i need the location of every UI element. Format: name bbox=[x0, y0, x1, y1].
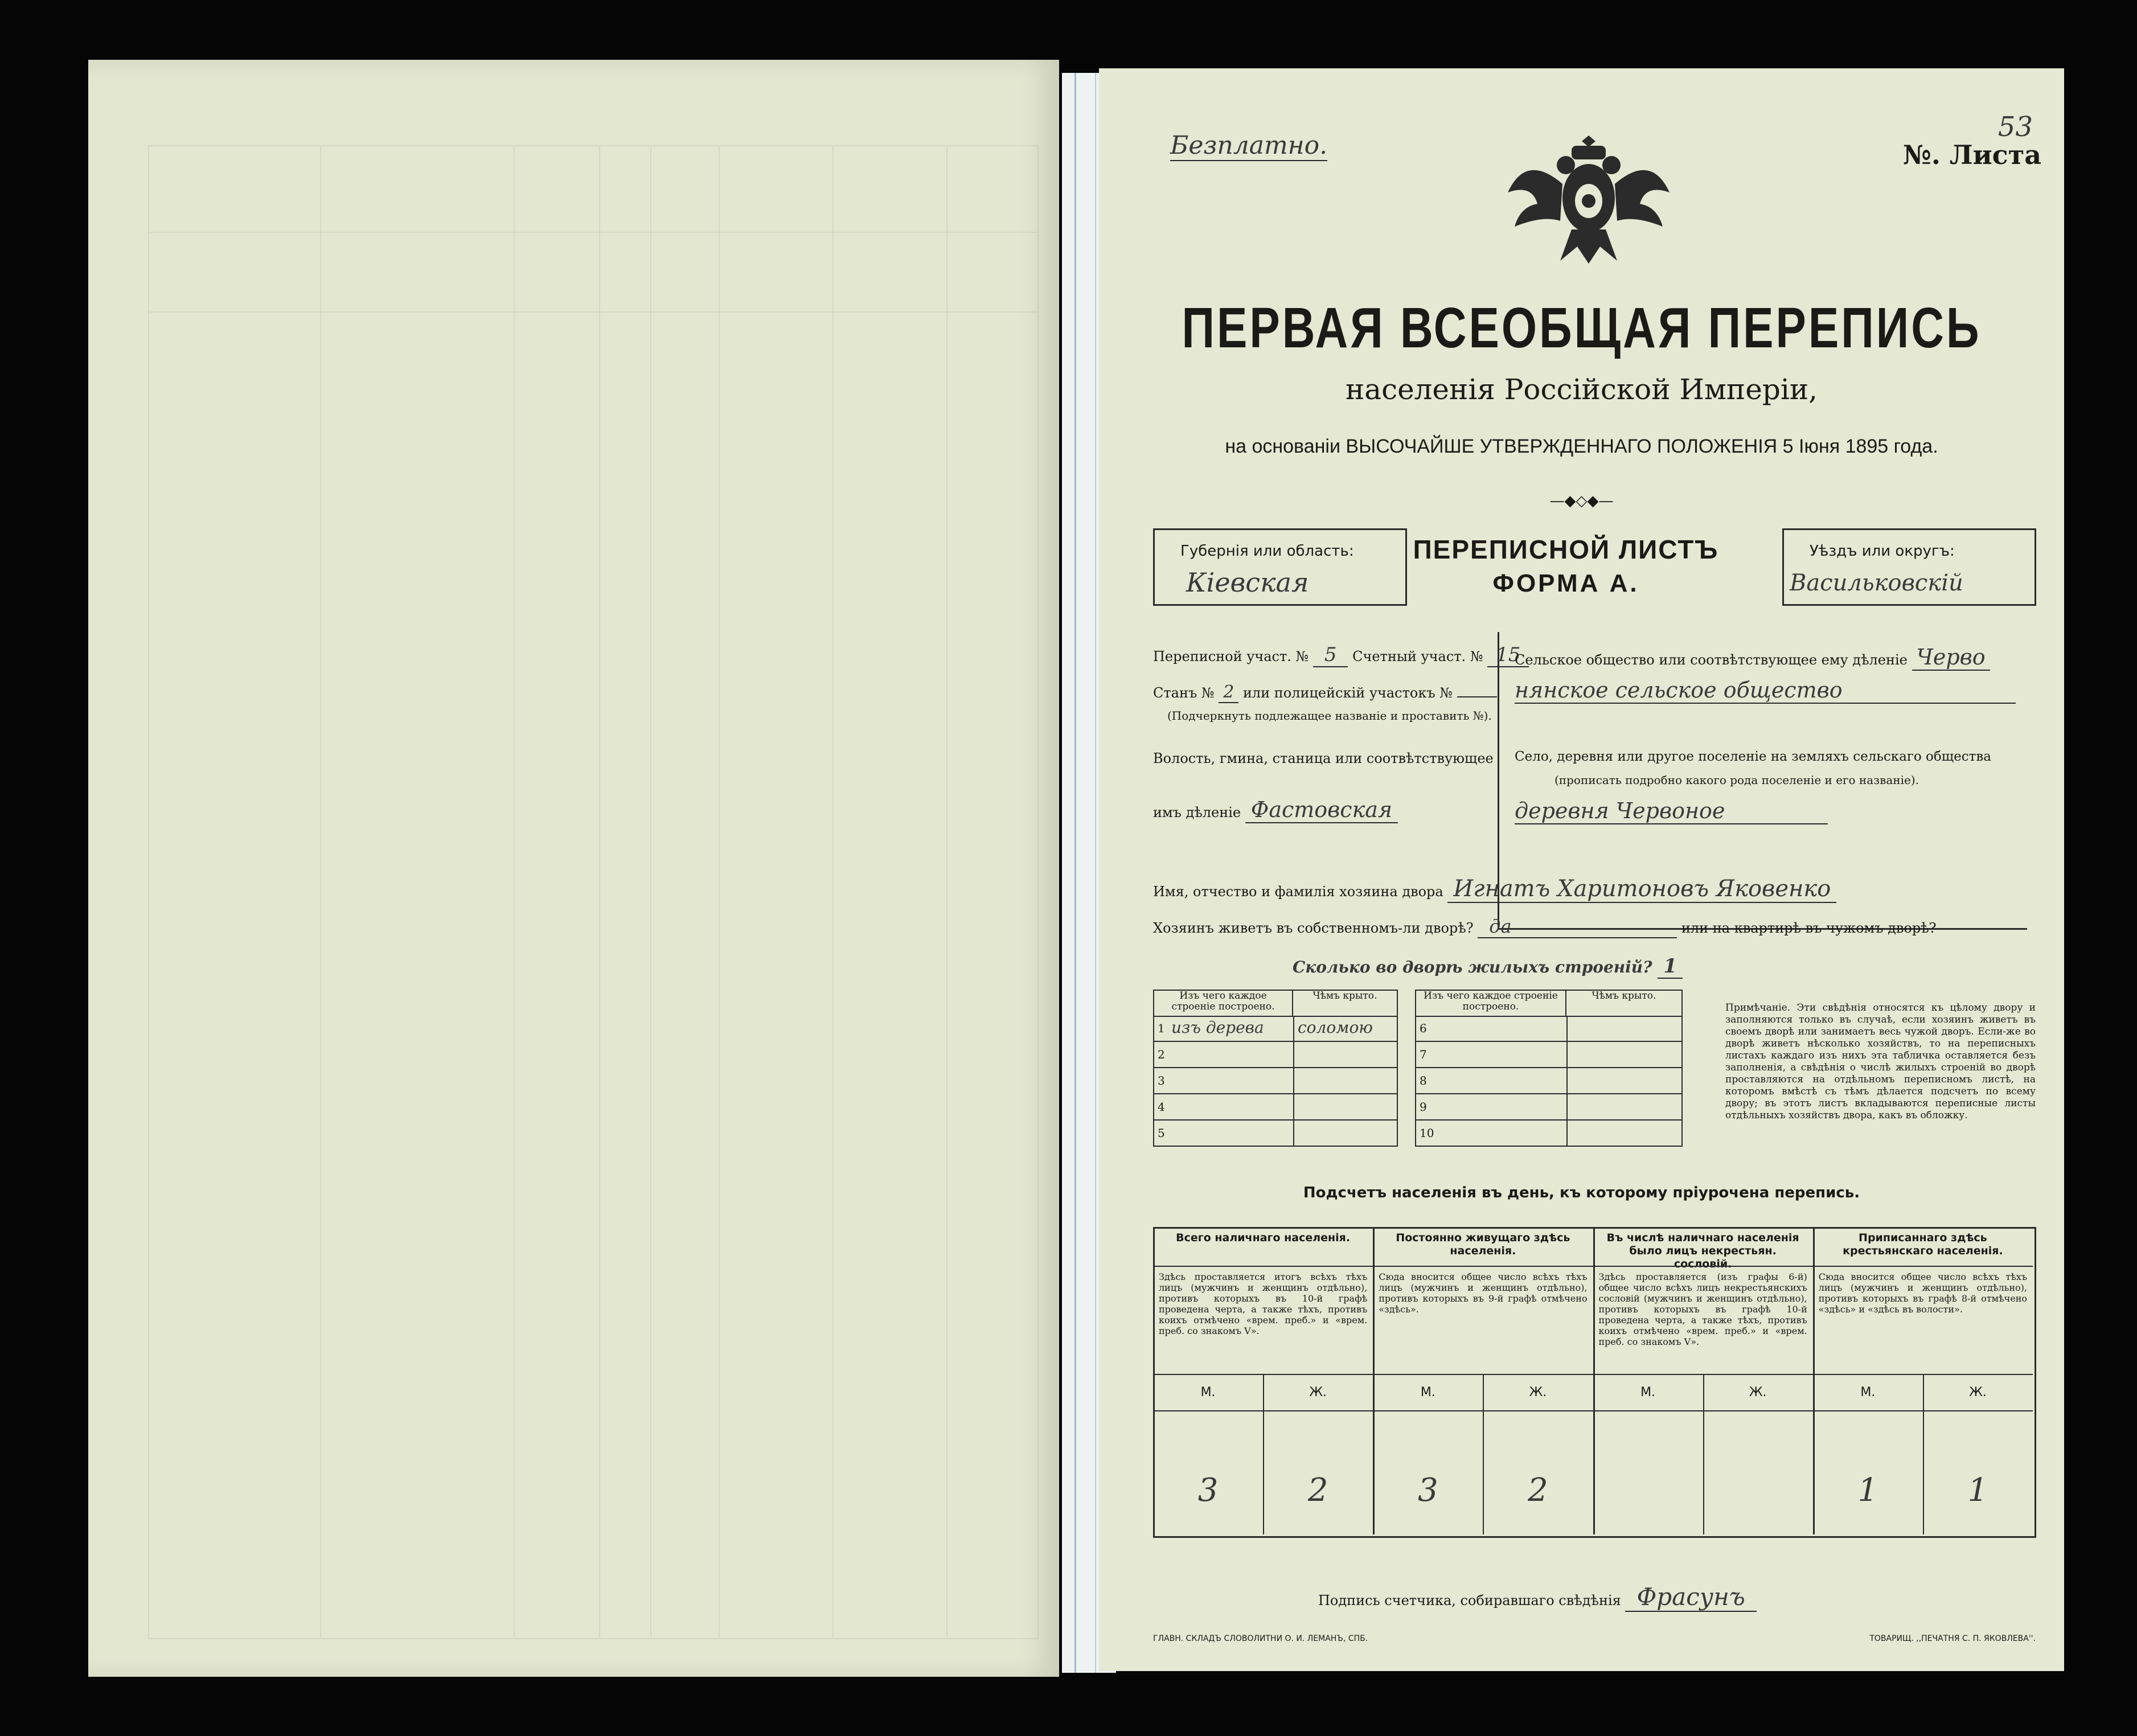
buildings-table-left bbox=[1153, 990, 1398, 1017]
census-basis: на основаніи ВЫСОЧАЙШЕ УТВЕРЖДЕННАГО ПОЛОЖЕНІЯ 5 Іюня 1895 года. bbox=[1225, 436, 1938, 457]
cell-divider bbox=[1293, 1042, 1294, 1067]
left-page bbox=[88, 60, 1059, 1677]
signature-line: Подпись счетчика, собиравшаго свѣдѣнія Фрасунъ bbox=[1318, 1583, 1757, 1611]
table-row bbox=[1153, 1042, 1398, 1068]
head-rule bbox=[1813, 1266, 2033, 1267]
count-column-head: Всего наличнаго населенія. bbox=[1176, 1232, 1351, 1244]
province-value: Кіевская bbox=[1186, 567, 1309, 598]
printer-left: ГЛАВН. СКЛАДЪ СЛОВОЛИТНИ О. И. ЛЕМАНЪ, СПБ. bbox=[1153, 1634, 1368, 1643]
built-value: изъ дерева bbox=[1171, 1018, 1264, 1037]
male-count: 1 bbox=[1857, 1472, 1878, 1509]
society-line: Сельское общество или соотвѣтствующее ему дѣленіе Черво bbox=[1515, 645, 1990, 670]
own-yard-line: Хозяинъ живетъ въ собственномъ-ли дворѣ? да или на квартирѣ въ чужомъ дворѣ? bbox=[1153, 916, 1937, 937]
cell-divider bbox=[1566, 1068, 1568, 1093]
table-row bbox=[1415, 1068, 1683, 1094]
form-subtitle: ФОРМА А. bbox=[1492, 569, 1639, 597]
stan-line: Станъ № 2 или полицейскій участокъ № bbox=[1153, 682, 1497, 702]
cell-divider bbox=[1566, 1042, 1568, 1067]
society-value: нянское сельское общество bbox=[1515, 678, 2016, 704]
value-rule bbox=[1153, 1410, 1373, 1411]
imperial-eagle-emblem bbox=[1503, 130, 1674, 266]
census-section: Переписной участ. № 5 Счетный участ. № 15 bbox=[1153, 643, 1529, 666]
cell-divider bbox=[1293, 1094, 1294, 1119]
head-rule bbox=[1153, 1266, 1373, 1267]
count-column-desc: Здѣсь проставляется итогъ всѣхъ тѣхъ лицъ (мужчинъ и женщинъ отдѣльно), противъ которыхъ въ 10-й графѣ проведена черта, а также тѣхъ, противъ коихъ отмѣчено «врем. преб.» и «врем. преб. со знакомъ V». bbox=[1159, 1271, 1368, 1336]
underline-note: (Подчеркнуть подлежащее названіе и проставить №). bbox=[1167, 709, 1492, 723]
cell-divider bbox=[1293, 1016, 1294, 1041]
printer-right: ТОВАРИЩ. ,,ПЕЧАТНЯ С. П. ЯКОВЛЕВА''. bbox=[1869, 1634, 2036, 1643]
table-row bbox=[1153, 1094, 1398, 1121]
volost-line: имъ дѣленіе Фастовская bbox=[1153, 797, 1398, 822]
row-number: 9 bbox=[1420, 1100, 1427, 1114]
form-title: ПЕРЕПИСНОЙ ЛИСТЪ bbox=[1413, 535, 1719, 564]
row-number: 4 bbox=[1158, 1100, 1165, 1114]
village-value: деревня Червоное bbox=[1515, 798, 1828, 824]
row-number: 8 bbox=[1420, 1074, 1427, 1087]
cell-divider bbox=[1566, 1121, 1568, 1146]
village-label: Село, деревня или другое поселеніе на земляхъ сельскаго общества bbox=[1515, 749, 1992, 764]
free-label: Безплатно. bbox=[1170, 131, 1328, 160]
district-value: Васильковскій bbox=[1790, 570, 1963, 596]
district-box bbox=[1782, 528, 2036, 606]
table-row bbox=[1415, 1042, 1683, 1068]
row-number: 2 bbox=[1158, 1048, 1165, 1061]
table-row bbox=[1153, 1016, 1398, 1042]
female-count: 2 bbox=[1307, 1472, 1328, 1509]
owner-line: Имя, отчество и фамилія хозяина двора Игнатъ Харитоновъ Яковенко bbox=[1153, 876, 1836, 902]
male-count: 3 bbox=[1197, 1472, 1219, 1509]
head-rule bbox=[1373, 1266, 1593, 1267]
roof-value: соломою bbox=[1298, 1018, 1373, 1037]
count-heading: Подсчетъ населенія въ день, къ которому пріурочена перепись. bbox=[1303, 1184, 1860, 1201]
buildings-note: Примѣчаніе. Эти свѣдѣнія относятся къ цѣлому двору и заполняются только въ случаѣ, если хозяинъ живетъ въ своемъ дворѣ или занимаетъ весь чужой дворъ. Если-же во дворѣ живетъ нѣсколько хозяйствъ, то на переписныхъ листахъ каждаго изъ нихъ эта табличка оставляется безъ заполненія, а свѣдѣнія о числѣ жилыхъ строеній во дворѣ проставляются на отдѣльномъ переписномъ листѣ, на которомъ вмѣстѣ съ тѣмъ дѣлается подсчетъ по всему двору; въ этотъ листъ вкладываются переписные листы отдѣльныхъ хозяйствъ двора, какъ въ обложку. bbox=[1725, 1002, 2036, 1121]
table-row bbox=[1153, 1068, 1398, 1094]
value-rule bbox=[1373, 1410, 1593, 1411]
row-number: 3 bbox=[1158, 1074, 1165, 1087]
sheet-number-handwritten: 53 bbox=[1997, 111, 2033, 143]
table-row bbox=[1153, 1121, 1398, 1147]
count-column-head: Въ числѣ наличнаго населенія было лицъ некрестьян. сословій. bbox=[1606, 1232, 1799, 1270]
head-rule bbox=[1593, 1266, 1813, 1267]
col-roof: Чѣмъ крыто. bbox=[1293, 990, 1397, 1016]
male-label: М. bbox=[1640, 1385, 1656, 1400]
row-number: 10 bbox=[1420, 1126, 1434, 1140]
count-column-head: Постоянно живущаго здѣсь населенія. bbox=[1396, 1232, 1570, 1257]
row-number: 7 bbox=[1420, 1048, 1427, 1061]
row-number: 5 bbox=[1158, 1126, 1165, 1140]
table-row bbox=[1415, 1121, 1683, 1147]
cell-divider bbox=[1293, 1068, 1294, 1093]
province-label: Губернія или область: bbox=[1180, 543, 1354, 560]
census-form-page bbox=[1099, 68, 2064, 1671]
row-number: 1 bbox=[1158, 1021, 1165, 1035]
table-row bbox=[1415, 1094, 1683, 1121]
census-title: ПЕРВАЯ ВСЕОБЩАЯ ПЕРЕПИСЬ bbox=[1182, 296, 1982, 359]
table-row bbox=[1415, 1016, 1683, 1042]
col-built-right: Изъ чего каждое строеніе построено. bbox=[1416, 990, 1566, 1016]
male-count: 3 bbox=[1417, 1472, 1438, 1509]
female-count: 1 bbox=[1967, 1472, 1988, 1509]
count-column-desc: Сюда вносится общее число всѣхъ тѣхъ лицъ (мужчинъ и женщинъ отдѣльно), противъ которыхъ въ 9-й графѣ отмѣчено «здѣсь». bbox=[1379, 1271, 1588, 1315]
count-column-desc: Сюда вносится общее число всѣхъ тѣхъ лицъ (мужчинъ и женщинъ отдѣльно), противъ которыхъ въ графѣ 8-й отмѣчено «здѣсь» и «здѣсь въ волости». bbox=[1818, 1271, 2027, 1315]
row-number: 6 bbox=[1420, 1021, 1427, 1035]
district-label: Уѣздъ или округъ: bbox=[1810, 543, 1955, 560]
female-label: Ж. bbox=[1969, 1385, 1987, 1400]
volost-label: Волость, гмина, станица или соотвѣтствующее bbox=[1153, 750, 1494, 766]
buildings-line: Сколько во дворѣ жилыхъ строеній? 1 bbox=[1293, 955, 1683, 978]
male-label: М. bbox=[1860, 1385, 1876, 1400]
column-divider bbox=[1593, 1227, 1595, 1534]
cell-divider bbox=[1566, 1094, 1568, 1119]
province-box bbox=[1153, 528, 1407, 606]
value-rule bbox=[1593, 1410, 1813, 1411]
female-count: 2 bbox=[1528, 1472, 1548, 1509]
female-label: Ж. bbox=[1749, 1385, 1767, 1400]
show-through-grid bbox=[148, 145, 1039, 1639]
count-column-head: Приписаннаго здѣсь крестьянскаго населенія. bbox=[1843, 1232, 2003, 1257]
census-subtitle: населенія Россійской Имперіи, bbox=[1345, 373, 1818, 406]
cell-divider bbox=[1293, 1121, 1294, 1146]
ornament: —◆◇◆— bbox=[1549, 493, 1614, 510]
value-rule bbox=[1813, 1410, 2033, 1411]
male-label: М. bbox=[1200, 1385, 1216, 1400]
village-note: (прописать подробно какого рода поселеніе и его названіе). bbox=[1554, 773, 1919, 787]
count-column-desc: Здѣсь проставляется (изъ графы 6-й) общее число всѣхъ лицъ некрестьянскихъ сословій (мужчинъ и женщинъ отдѣльно), противъ которыхъ въ графѣ 10-й проведена черта, а также тѣхъ, противъ коихъ отмѣчено «врем. преб.» и «врем. преб. со знакомъ V». bbox=[1598, 1271, 1807, 1347]
col-built: Изъ чего каждое строеніе построено. bbox=[1154, 990, 1293, 1016]
female-label: Ж. bbox=[1529, 1385, 1547, 1400]
col-roof-right: Чѣмъ крыто. bbox=[1566, 990, 1682, 1016]
cell-divider bbox=[1566, 1016, 1568, 1041]
sheet-number-label: №. Листа bbox=[1902, 139, 2041, 170]
population-count-columns bbox=[1153, 1227, 2033, 1534]
buildings-table-right bbox=[1415, 990, 1683, 1017]
male-label: М. bbox=[1420, 1385, 1435, 1400]
female-label: Ж. bbox=[1309, 1385, 1327, 1400]
